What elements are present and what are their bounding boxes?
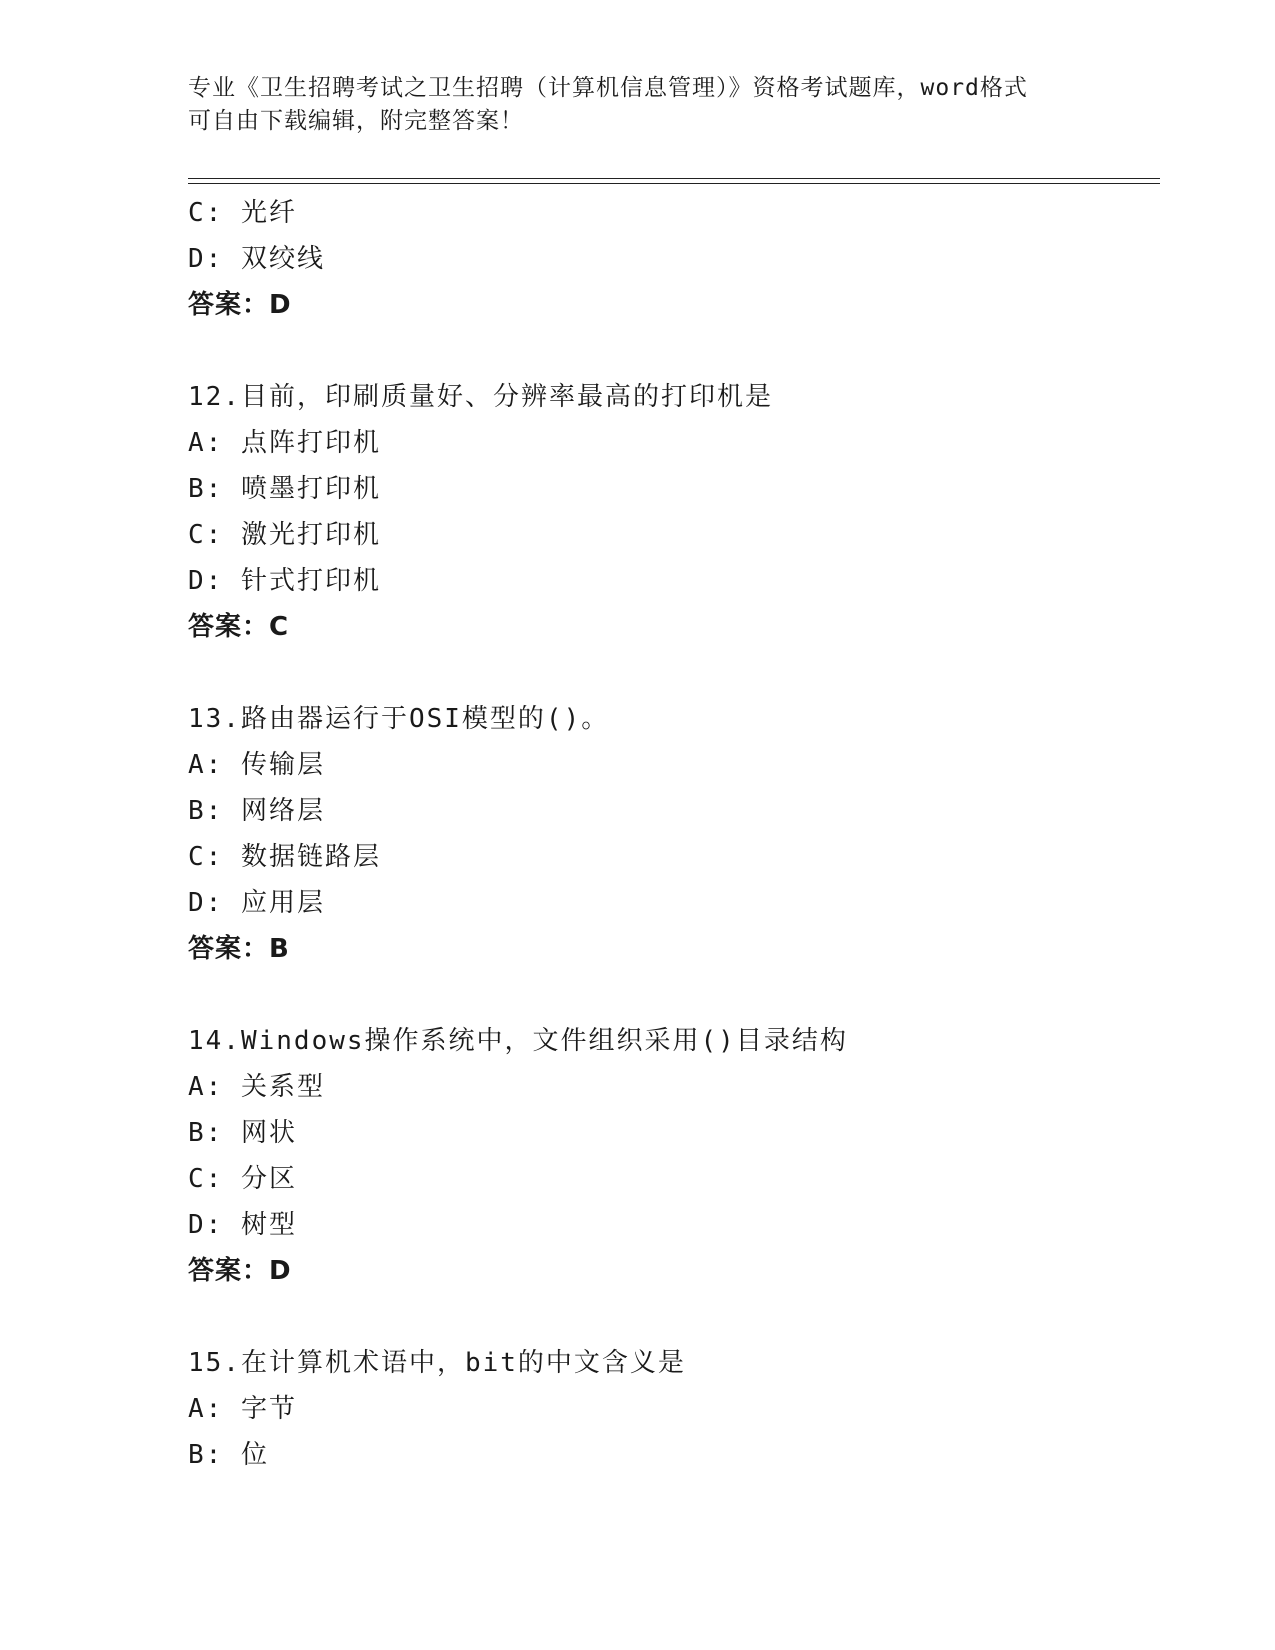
header-divider-bottom — [188, 183, 1160, 184]
option-key: B: — [188, 1440, 224, 1470]
option-key: B: — [188, 474, 224, 504]
question-stem: 14.Windows操作系统中，文件组织采用()目录结构 — [188, 1026, 848, 1056]
option-text: 关系型 — [240, 1072, 325, 1102]
answer-label: 答案： — [188, 290, 270, 320]
answer-value: D — [269, 290, 292, 320]
answer-line — [188, 282, 1168, 328]
option-text: 树型 — [240, 1210, 297, 1240]
option-text: 字节 — [240, 1394, 297, 1424]
option-key: C: — [188, 1164, 224, 1194]
answer-line — [188, 926, 1168, 972]
header-divider-top — [188, 178, 1160, 179]
option-b — [188, 1432, 1168, 1478]
option-text: 传输层 — [240, 750, 325, 780]
header-line-2: 可自由下载编辑，附完整答案！ — [188, 108, 524, 134]
option-key: A: — [188, 750, 224, 780]
option-b — [188, 788, 1168, 834]
option-text: 光纤 — [240, 198, 297, 228]
option-key: D: — [188, 888, 224, 918]
page-header — [188, 72, 1088, 138]
option-text: 针式打印机 — [240, 566, 381, 596]
option-text: 分区 — [240, 1164, 297, 1194]
spacer — [188, 1294, 1168, 1340]
option-key: D: — [188, 244, 224, 274]
option-b — [188, 1110, 1168, 1156]
option-text: 位 — [240, 1440, 269, 1470]
option-text: 网状 — [240, 1118, 297, 1148]
answer-label: 答案： — [188, 934, 270, 964]
header-line-1: 专业《卫生招聘考试之卫生招聘（计算机信息管理）》资格考试题库，word格式 — [188, 75, 1028, 101]
option-key: D: — [188, 1210, 224, 1240]
option-text: 点阵打印机 — [240, 428, 381, 458]
option-text: 网络层 — [240, 796, 325, 826]
answer-line — [188, 604, 1168, 650]
option-key: A: — [188, 1394, 224, 1424]
option-d — [188, 236, 1168, 282]
option-key: B: — [188, 1118, 224, 1148]
option-d — [188, 880, 1168, 926]
answer-label: 答案： — [188, 1256, 270, 1286]
option-a — [188, 742, 1168, 788]
question-stem: 12.目前，印刷质量好、分辨率最高的打印机是 — [188, 382, 773, 412]
question-stem: 13.路由器运行于OSI模型的()。 — [188, 704, 610, 734]
option-c — [188, 834, 1168, 880]
question-list — [188, 190, 1168, 1478]
option-a — [188, 420, 1168, 466]
spacer — [188, 328, 1168, 374]
option-text: 数据链路层 — [240, 842, 381, 872]
option-a — [188, 1386, 1168, 1432]
option-text: 激光打印机 — [240, 520, 381, 550]
question-stem: 15.在计算机术语中，bit的中文含义是 — [188, 1348, 686, 1378]
option-key: D: — [188, 566, 224, 596]
answer-line — [188, 1248, 1168, 1294]
option-key: C: — [188, 520, 224, 550]
option-b — [188, 466, 1168, 512]
option-d — [188, 1202, 1168, 1248]
option-d — [188, 558, 1168, 604]
option-c — [188, 512, 1168, 558]
option-text: 应用层 — [240, 888, 325, 918]
answer-value: D — [269, 1256, 292, 1286]
spacer — [188, 650, 1168, 696]
answer-label: 答案： — [188, 612, 270, 642]
option-text: 双绞线 — [240, 244, 325, 274]
option-key: A: — [188, 428, 224, 458]
option-key: B: — [188, 796, 224, 826]
option-c — [188, 190, 1168, 236]
option-key: A: — [188, 1072, 224, 1102]
option-key: C: — [188, 198, 224, 228]
answer-value: B — [269, 934, 290, 964]
answer-value: C — [269, 612, 290, 642]
spacer — [188, 972, 1168, 1018]
option-a — [188, 1064, 1168, 1110]
option-key: C: — [188, 842, 224, 872]
option-c — [188, 1156, 1168, 1202]
option-text: 喷墨打印机 — [240, 474, 381, 504]
